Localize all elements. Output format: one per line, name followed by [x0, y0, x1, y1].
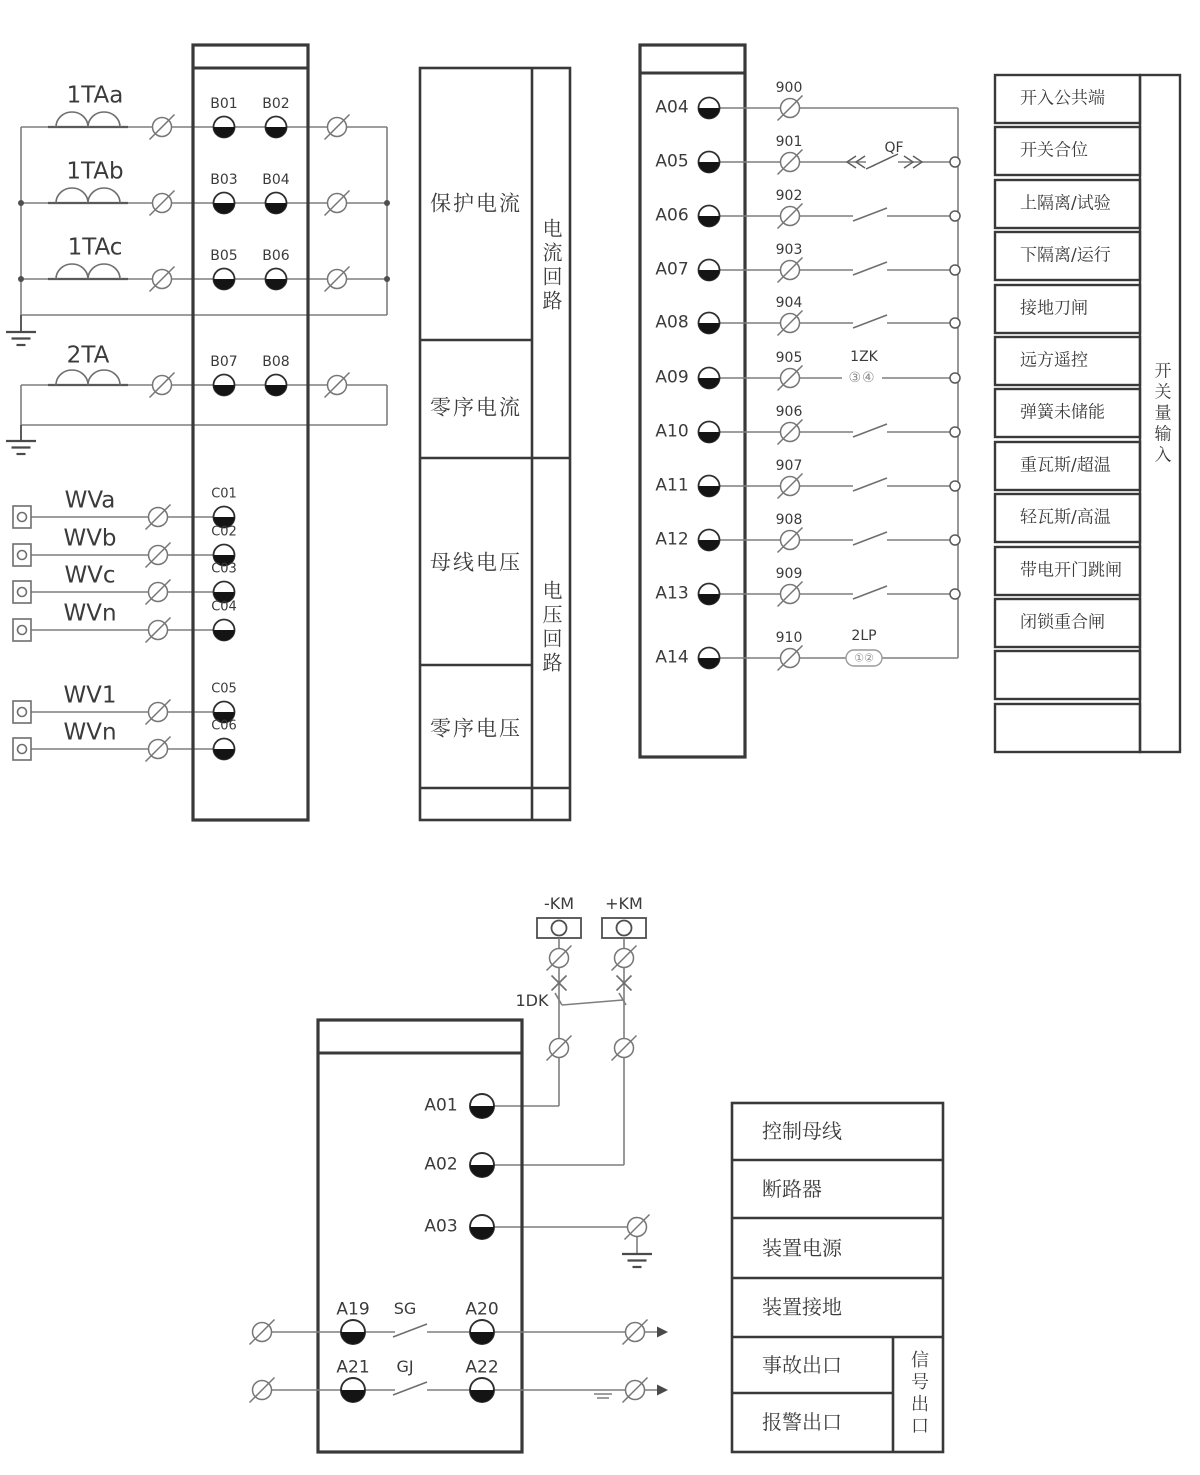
- connector-wvn-icon: [13, 619, 31, 641]
- wire-number: 904: [775, 295, 803, 311]
- terminal-label: B07: [210, 354, 238, 370]
- terminal-label: A01: [424, 1095, 458, 1116]
- km-pos-connector-icon: [602, 918, 646, 938]
- 1zk-pins-label: ③④: [848, 370, 876, 386]
- voltage-input-label: WVn: [63, 600, 117, 627]
- terminal-label: A13: [655, 583, 689, 604]
- output-table-row: 断路器: [762, 1177, 822, 1201]
- 2lp-contact-label: 2LP: [851, 628, 877, 644]
- terminal-label: A03: [424, 1216, 458, 1237]
- km-neg-connector-icon: [537, 918, 581, 938]
- terminal-label: A12: [655, 529, 689, 550]
- terminal-label: A22: [465, 1357, 499, 1378]
- terminal-label: A19: [336, 1299, 370, 1320]
- screw-terminals-left: [146, 115, 350, 762]
- terminal-label: A11: [655, 475, 689, 496]
- terminal-label: A20: [465, 1299, 499, 1320]
- ground-1ta-icon: [6, 332, 36, 345]
- ground-2ta-icon: [6, 441, 36, 454]
- di-switch-contacts: [853, 208, 887, 599]
- terminal-label: B03: [210, 172, 238, 188]
- di-table-row: 闭锁重合闸: [1020, 612, 1105, 633]
- terminal-label: A08: [655, 312, 689, 333]
- ct-label: 1TAc: [67, 234, 123, 261]
- connector-wv1-icon: [13, 701, 31, 723]
- arrow-trip-icon: [657, 1327, 668, 1338]
- current-loop-label: 电流回路: [539, 218, 563, 314]
- connector-wva-icon: [13, 506, 31, 528]
- terminal-label: A10: [655, 421, 689, 442]
- wire-number: 902: [775, 188, 803, 204]
- output-table-row: 报警出口: [762, 1410, 842, 1434]
- wire-number: 901: [775, 134, 803, 150]
- output-table-row: 装置电源: [762, 1236, 842, 1260]
- sg-contact-label: SG: [393, 1299, 417, 1318]
- terminal-label: A21: [336, 1357, 370, 1378]
- wire-number: 910: [775, 630, 803, 646]
- connector-wvn2-icon: [13, 738, 31, 760]
- terminal-label: C02: [211, 524, 237, 540]
- di-table-row: 重瓦斯/超温: [1020, 455, 1111, 476]
- ct-label: 1TAa: [66, 82, 124, 109]
- di-screw-terminals: [775, 96, 803, 671]
- output-table-row: 控制母线: [762, 1119, 842, 1143]
- di-terminals: [699, 98, 720, 669]
- output-table-side-label: 信号出口: [908, 1350, 929, 1438]
- qf-contact-label: QF: [884, 140, 904, 156]
- ct-label: 1TAb: [66, 158, 124, 185]
- output-table-row: 装置接地: [762, 1295, 842, 1319]
- gj-contact-label: GJ: [396, 1357, 414, 1376]
- function-cell-label: 零序电流: [430, 395, 522, 420]
- wire-number: 903: [775, 242, 803, 258]
- di-table-row: 开关合位: [1020, 140, 1088, 161]
- function-cell-label: 零序电压: [430, 716, 522, 741]
- di-table-side-label: 开关量输入: [1150, 361, 1171, 467]
- power-terminals: [341, 1094, 494, 1402]
- terminal-label: B05: [210, 248, 238, 264]
- terminal-label: A06: [655, 205, 689, 226]
- function-cell-label: 保护电流: [430, 191, 522, 216]
- voltage-input-connectors: [13, 506, 31, 760]
- function-table-grid: [420, 68, 570, 820]
- terminal-label: C03: [211, 561, 237, 577]
- terminal-label: C05: [211, 681, 237, 697]
- voltage-loop-label: 电压回路: [539, 580, 563, 676]
- terminal-label: A09: [655, 367, 689, 388]
- analog-input-device-box: [193, 45, 308, 820]
- wire-number: 906: [775, 404, 803, 420]
- terminal-label: B01: [210, 96, 238, 112]
- di-table-row: 接地刀闸: [1020, 298, 1088, 319]
- terminal-label: A02: [424, 1154, 458, 1175]
- di-table-row: 开入公共端: [1020, 88, 1105, 109]
- power-wires: [494, 938, 637, 1254]
- terminal-label: A04: [655, 97, 689, 118]
- km-pos-label: +KM: [605, 894, 643, 913]
- voltage-input-label: WVc: [64, 562, 116, 589]
- terminal-label: C01: [211, 486, 237, 502]
- function-cell-label: 母线电压: [430, 550, 522, 575]
- wire-number: 907: [775, 458, 803, 474]
- di-table-row: 远方遥控: [1020, 350, 1088, 371]
- terminal-label: A05: [655, 151, 689, 172]
- di-table-row: 弹簧未储能: [1020, 402, 1105, 423]
- terminal-label: B06: [262, 248, 290, 264]
- ct-label: 2TA: [66, 342, 110, 369]
- gj-contact-icon: [393, 1382, 427, 1395]
- voltage-input-label: WV1: [63, 682, 117, 709]
- voltage-input-label: WVb: [63, 525, 117, 552]
- terminal-label: A14: [655, 647, 689, 668]
- connector-wvb-icon: [13, 544, 31, 566]
- 1zk-contact-label: 1ZK: [850, 349, 878, 365]
- terminal-label: B02: [262, 96, 290, 112]
- terminal-label: A07: [655, 259, 689, 280]
- voltage-input-label: WVn: [63, 719, 117, 746]
- arrow-alarm-icon: [657, 1385, 668, 1396]
- connector-wvc-icon: [13, 581, 31, 603]
- wire-number: 900: [775, 80, 803, 96]
- terminal-label: B08: [262, 354, 290, 370]
- di-table-row: 下隔离/运行: [1020, 245, 1111, 266]
- power-screw-terminals: [547, 946, 650, 1240]
- terminal-label: C04: [211, 599, 237, 615]
- terminal-label: B04: [262, 172, 290, 188]
- di-table-row: 带电开门跳闸: [1020, 560, 1122, 581]
- di-table-row: 上隔离/试验: [1020, 193, 1111, 214]
- sg-contact-icon: [393, 1324, 427, 1337]
- km-neg-label: -KM: [543, 894, 575, 913]
- wire-number: 908: [775, 512, 803, 528]
- breaker-label: 1DK: [515, 991, 549, 1010]
- 2lp-pins-label: ①②: [854, 651, 874, 665]
- wire-number: 905: [775, 350, 803, 366]
- di-table-row: 轻瓦斯/高温: [1020, 507, 1111, 528]
- terminal-label: C06: [211, 718, 237, 734]
- voltage-input-label: WVa: [64, 487, 116, 514]
- wire-number: 909: [775, 566, 803, 582]
- ground-device-icon: [622, 1254, 652, 1267]
- output-table-row: 事故出口: [762, 1353, 842, 1377]
- analog-terminals: [214, 117, 290, 760]
- voltage-input-wires: [31, 517, 214, 749]
